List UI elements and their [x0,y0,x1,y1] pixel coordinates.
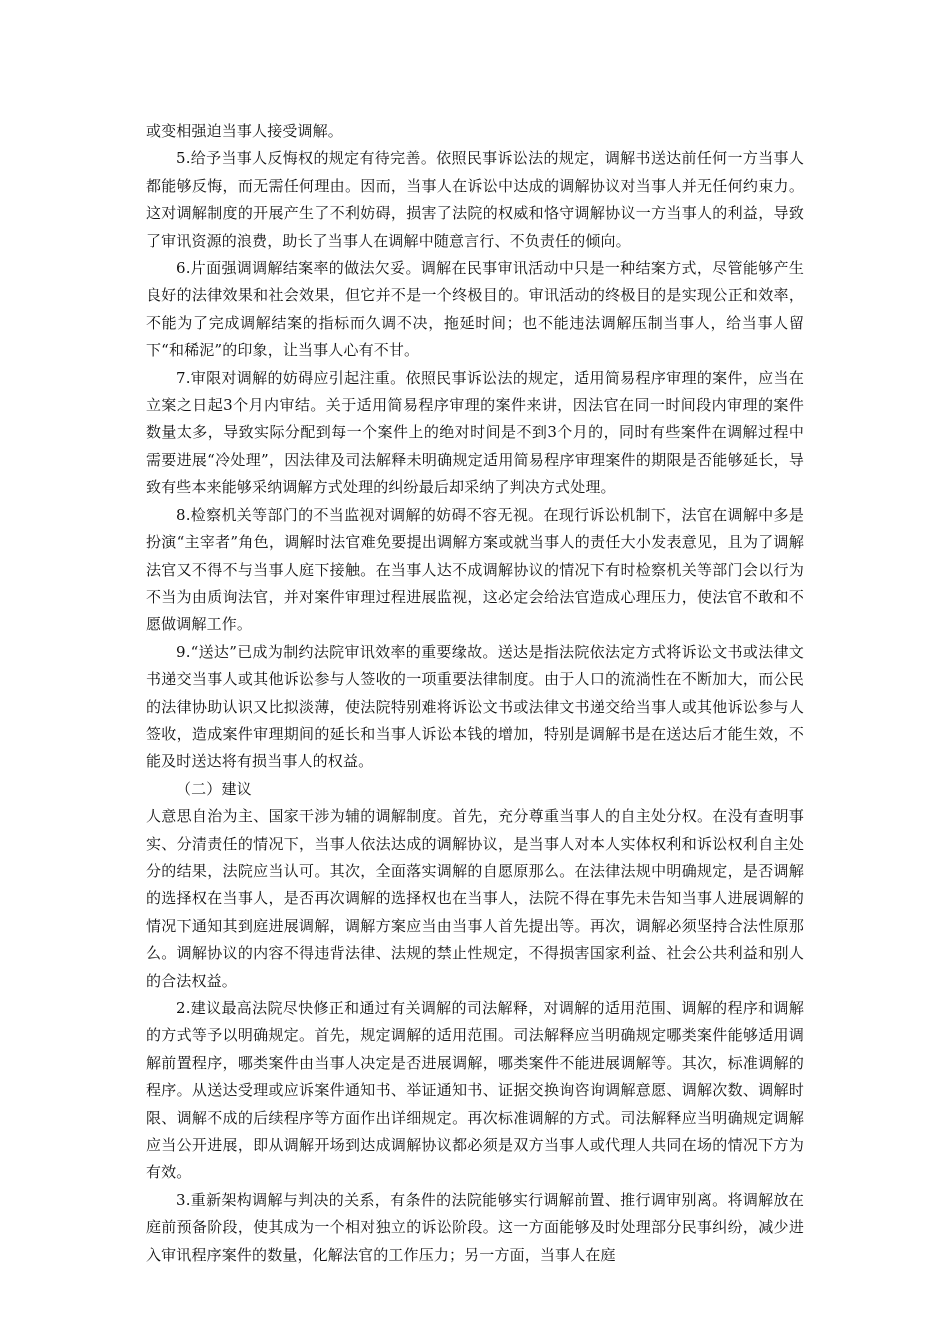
paragraph-suggestion-3: 3.重新架构调解与判决的关系，有条件的法院能够实行调解前置、推行调审别离。将调解放在庭前预备阶段，使其成为一个相对独立的诉讼阶段。这一方面能够及时处理部分民事纠纷，减少进入审讯程序案件的数量，化解法官的工作压力；另一方面，当事人在庭 [146,1190,804,1264]
paragraph-item-7: 7.审限对调解的妨碍应引起注重。依照民事诉讼法的规定，适用简易程序审理的案件，应当在立案之日起3个月内审结。关于适用简易程序审理的案件来讲，因法官在同一时间段内审理的案件数量太多，导致实际分配到每一个案件上的绝对时间是不到3个月的，同时有些案件在调解过程中需要进展“冷处理”，因法律及司法解释未明确规定适用简易程序审理案件的期限是否能够延长，导致有些本来能够采纳调解方式处理的纠纷最后却采纳了判决方式处理。 [146,368,804,497]
section-heading-suggestions: （二）建议 [176,779,252,798]
paragraph-suggestion-1: 人意思自治为主、国家干涉为辅的调解制度。首先，充分尊重当事人的自主处分权。在没有查明事实、分清责任的情况下，当事人依法达成的调解协议，是当事人对本人实体权利和诉讼权利自主处分的结果，法院应当认可。其次，全面落实调解的自愿原那么。在法律法规中明确规定，是否调解的选择权在当事人，是否再次调解的选择权也在当事人，法院不得在事先未告知当事人进展调解的情况下通知其到庭进展调解，调解方案应当由当事人首先提出等。再次，调解必须坚持合法性原那么。调解协议的内容不得违背法律、法规的禁止性规定，不得损害国家利益、社会公共利益和别人的合法权益。 [146,807,804,990]
document-body [146,118,804,1269]
paragraph-continuation: 或变相强迫当事人接受调解。 [146,122,343,140]
paragraph-item-8: 8.检察机关等部门的不当监视对调解的妨碍不容无视。在现行诉讼机制下，法官在调解中多是扮演“主宰者”角色，调解时法官难免要提出调解方案或就当事人的责任大小发表意见，且为了调解法官又不得不与当事人庭下接触。在当事人达不成调解协议的情况下有时检察机关等部门会以行为不当为由质询法官，并对案件审理过程进展监视，这必定会给法官造成心理压力，使法官不敢和不愿做调解工作。 [146,505,804,634]
paragraph-item-5: 5.给予当事人反悔权的规定有待完善。依照民事诉讼法的规定，调解书送达前任何一方当事人都能够反悔，而无需任何理由。因而，当事人在诉讼中达成的调解协议对当事人并无任何约束力。这对调解制度的开展产生了不利妨碍，损害了法院的权威和恪守调解协议一方当事人的利益，导致了审讯资源的浪费，助长了当事人在调解中随意言行、不负责任的倾向。 [146,149,804,250]
paragraph-suggestion-2: 2.建议最高法院尽快修正和通过有关调解的司法解释，对调解的适用范围、调解的程序和调解的方式等予以明确规定。首先，规定调解的适用范围。司法解释应当明确规定哪类案件能够适用调解前置程序，哪类案件由当事人决定是否进展调解，哪类案件不能进展调解等。其次，标准调解的程序。从送达受理或应诉案件通知书、举证通知书、证据交换询咨询调解意愿、调解次数、调解时限、调解不成的后续程序等方面作出详细规定。再次标准调解的方式。司法解释应当明确规定调解应当公开进展，即从调解开场到达成调解协议都必须是双方当事人或代理人共同在场的情况下方为有效。 [146,999,804,1182]
paragraph-item-6: 6.片面强调调解结案率的做法欠妥。调解在民事审讯活动中只是一种结案方式，尽管能够产生良好的法律效果和社会效果，但它并不是一个终极目的。审讯活动的终极目的是实现公正和效率，不能为了完成调解结案的指标而久调不决，拖延时间；也不能违法调解压制当事人，给当事人留下“和稀泥”的印象，让当事人心有不甘。 [146,259,804,360]
paragraph-item-9: 9.“送达”已成为制约法院审讯效率的重要缘故。送达是指法院依法定方式将诉讼文书或法律文书递交当事人或其他诉讼参与人签收的一项重要法律制度。由于人口的流淌性在不断加大，而公民的法律协助认识又比拟淡薄，使法院特别难将诉讼文书或法律文书递交给当事人或其他诉讼参与人签收，造成案件审理期间的延长和当事人诉讼本钱的增加，特别是调解书是在送达后才能生效，不能及时送达将有损当事人的权益。 [146,642,804,771]
